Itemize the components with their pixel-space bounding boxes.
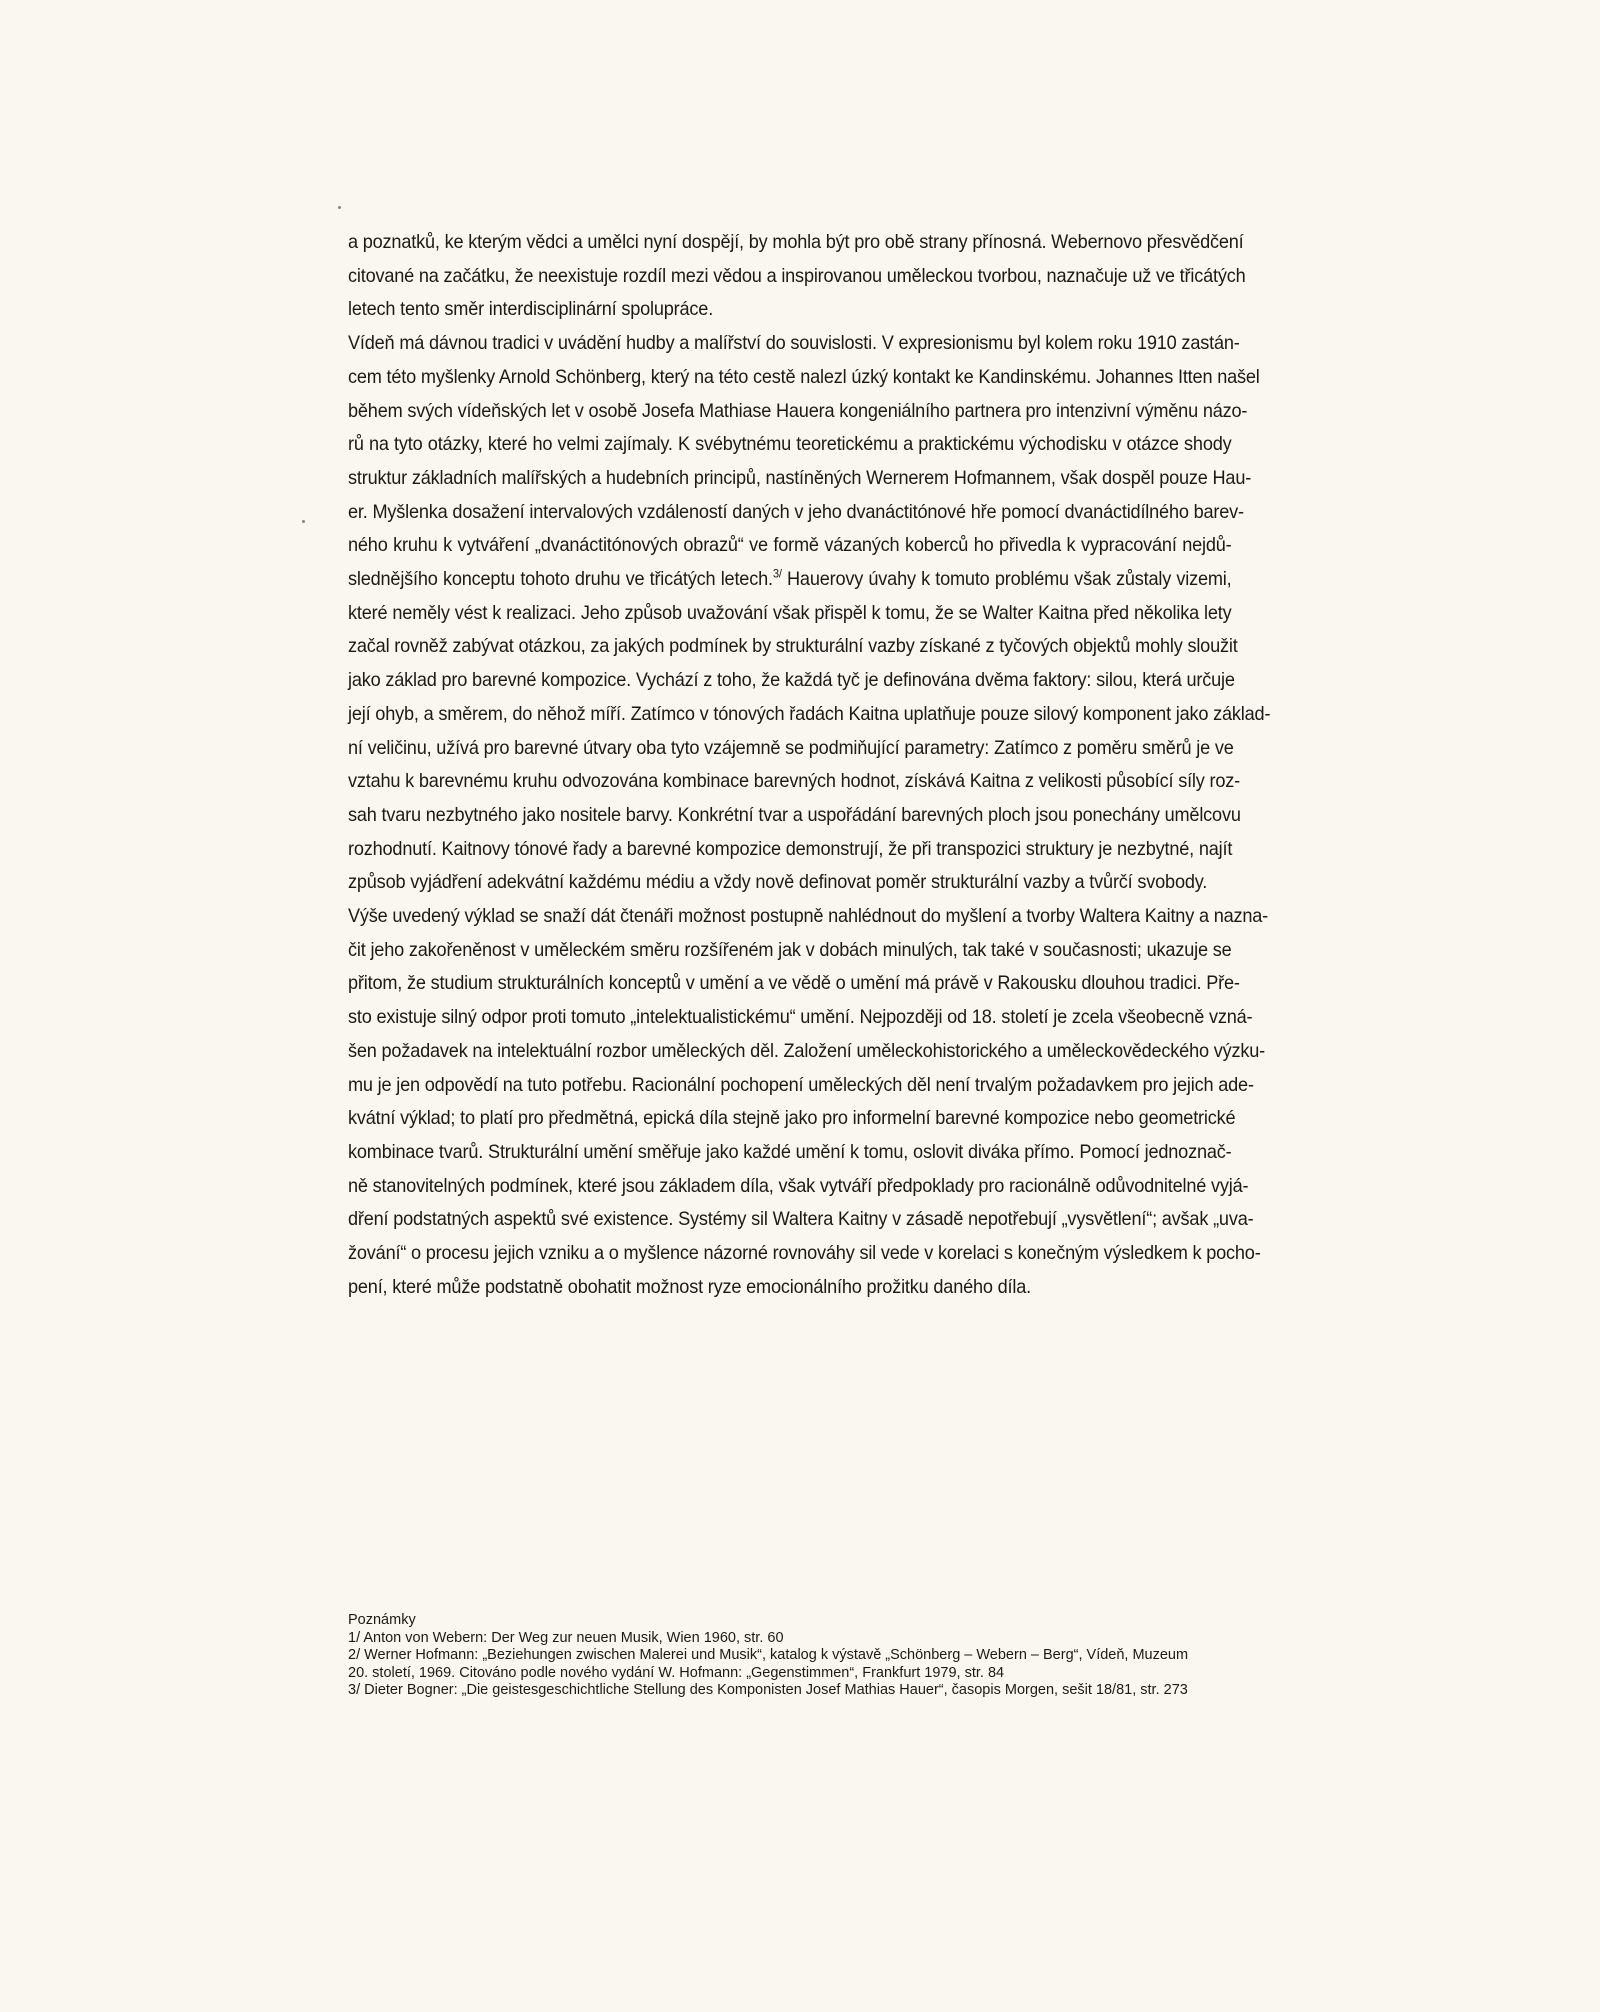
- footnote-3: [348, 1682, 1308, 1700]
- body-line: Vídeň má dávnou tradici v uvádění hudby a malířství do souvislosti. V expresionismu byl kolem roku 1910 zastán-: [348, 332, 1240, 355]
- body-line: čit jeho zakořeněnost v uměleckém směru rozšířeném jak v dobách minulých, tak také v současnosti; ukazuje se: [348, 938, 1232, 961]
- body-line: rozhodnutí. Kaitnovy tónové řady a barevné kompozice demonstrují, že při transpozici struktury je nezbytné, najít: [348, 837, 1233, 860]
- footnote-text: Werner Hofmann: „Beziehungen zwischen Malerei und Musik“, katalog k výstavě „Schönberg – Webern – Berg“, Vídeň, Muzeum: [364, 1647, 1189, 1664]
- footnote-marker: 3/: [348, 1682, 361, 1699]
- body-line: ní veličinu, užívá pro barevné útvary oba tyto vzájemně se podmiňující parametry: Zatímco z poměru směrů je ve: [348, 736, 1234, 759]
- body-line: přitom, že studium strukturálních konceptů v umění a ve vědě o umění má právě v Rakousku dlouhou tradici. Pře-: [348, 972, 1240, 995]
- body-line-continuation: Hauerovy úvahy k tomuto problému však zůstaly vizemi,: [781, 568, 1232, 591]
- body-line: sah tvaru nezbytného jako nositele barvy. Konkrétní tvar a uspořádání barevných ploch jsou ponechány umělcovu: [348, 803, 1241, 826]
- body-line-with-footnote: [348, 563, 1232, 597]
- body-line: pení, které může podstatně obohatit možnost ryze emocionálního prožitku daného díla.: [348, 1275, 1032, 1298]
- footnote-1: [348, 1630, 1308, 1648]
- body-line: struktur základních malířských a hudebních principů, nastíněných Wernerem Hofmannem, však dospěl pouze Hau-: [348, 466, 1252, 489]
- footnote-2-continued: [348, 1665, 1308, 1683]
- body-line: citované na začátku, že neexistuje rozdíl mezi vědou a inspirovanou uměleckou tvorbou, naznačuje už ve třicátých: [348, 264, 1246, 287]
- body-line: způsob vyjádření adekvátní každému médiu a vždy nově definovat poměr strukturální vazby a tvůrčí svobody.: [348, 871, 1208, 894]
- footnote-text: Dieter Bogner: „Die geistesgeschichtliche Stellung des Komponisten Josef Mathias Hauer“, časopis Morgen, sešit 18/81, str. 273: [364, 1682, 1188, 1699]
- body-line: letech tento směr interdisciplinární spolupráce.: [348, 298, 714, 321]
- body-line: které neměly vést k realizaci. Jeho způsob uvažování však přispěl k tomu, že se Walter Kaitna před několika lety: [348, 601, 1232, 624]
- footnote-text: 20. století, 1969. Citováno podle nového vydání W. Hofmann: „Gegenstimmen“, Frankfurt 1979, str. 84: [348, 1664, 1005, 1681]
- body-line: jako základ pro barevné kompozice. Vychází z toho, že každá tyč je definována dvěma faktory: silou, která určuje: [348, 669, 1235, 692]
- paper-speck: [338, 206, 341, 209]
- footnote-reference[interactable]: 3/: [772, 566, 782, 581]
- body-line-text: slednějšího konceptu tohoto druhu ve třicátých letech.: [348, 568, 773, 591]
- body-line: er. Myšlenka dosažení intervalových vzdáleností daných v jeho dvanáctitónové hře pomocí dvanáctidílného barev-: [348, 500, 1244, 523]
- body-line: během svých vídeňských let v osobě Josefa Mathiase Hauera kongeniálního partnera pro intenzivní výměnu názo-: [348, 399, 1248, 422]
- body-line: vztahu k barevnému kruhu odvozována kombinace barevných hodnot, získává Kaitna z velikosti působící síly roz-: [348, 770, 1241, 793]
- body-text: [348, 226, 1271, 1305]
- footnotes: [348, 1612, 1308, 1700]
- body-line: cem této myšlenky Arnold Schönberg, který na této cestě nalezl úzký kontakt ke Kandinskému. Johannes Itten našel: [348, 365, 1260, 388]
- body-line: šen požadavek na intelektuální rozbor uměleckých děl. Založení uměleckohistorického a uměleckovědeckého výzku-: [348, 1039, 1266, 1062]
- body-line: rů na tyto otázky, které ho velmi zajímaly. K svébytnému teoretickému a praktickému východisku v otázce shody: [348, 433, 1232, 456]
- footnote-text: Anton von Webern: Der Weg zur neuen Musik, Wien 1960, str. 60: [363, 1629, 784, 1646]
- body-line: mu je jen odpovědí na tuto potřebu. Racionální pochopení uměleckých děl není trvalým požadavkem pro jejich ade-: [348, 1073, 1254, 1096]
- body-line: Výše uvedený výklad se snaží dát čtenáři možnost postupně nahlédnout do myšlení a tvorby Waltera Kaitny a nazna-: [348, 905, 1269, 928]
- body-line: sto existuje silný odpor proti tomuto „intelektualistickému“ umění. Nejpozději od 18. století je zcela všeobecně vzná-: [348, 1006, 1253, 1029]
- body-line: začal rovněž zabývat otázkou, za jakých podmínek by strukturální vazby získané z tyčových objektů mohly sloužit: [348, 635, 1238, 658]
- body-line: ného kruhu k vytváření „dvanáctitónových obrazů“ ve formě vázaných koberců ho přivedla k vypracování nejdů-: [348, 534, 1232, 557]
- footnotes-heading: Poznámky: [348, 1612, 416, 1628]
- paper-speck: [302, 520, 305, 523]
- body-line: dření podstatných aspektů své existence. Systémy sil Waltera Kaitny v zásadě nepotřebují „vysvětlení“; avšak „uva-: [348, 1208, 1254, 1231]
- body-line: její ohyb, a směrem, do něhož míří. Zatímco v tónových řadách Kaitna uplatňuje pouze silový komponent jako základ-: [348, 702, 1271, 725]
- body-line: kvátní výklad; to platí pro předmětná, epická díla stejně jako pro informelní barevné kompozice nebo geometrické: [348, 1107, 1236, 1130]
- body-line: kombinace tvarů. Strukturální umění směřuje jako každé umění k tomu, oslovit diváka přímo. Pomocí jednoznač-: [348, 1140, 1232, 1163]
- footnote-2: [348, 1647, 1308, 1665]
- body-line: žování“ o procesu jejich vzniku a o myšlence názorné rovnováhy sil vede v korelaci s konečným výsledkem k pocho-: [348, 1242, 1261, 1265]
- body-line: ně stanovitelných podmínek, které jsou základem díla, však vytváří předpoklady pro racionálně odůvodnitelné vyjá-: [348, 1174, 1249, 1197]
- footnote-marker: 2/: [348, 1647, 361, 1664]
- footnote-marker: 1/: [348, 1629, 361, 1646]
- body-line: a poznatků, ke kterým vědci a umělci nyní dospějí, by mohla být pro obě strany přínosná. Webernovo přesvědčení: [348, 231, 1244, 253]
